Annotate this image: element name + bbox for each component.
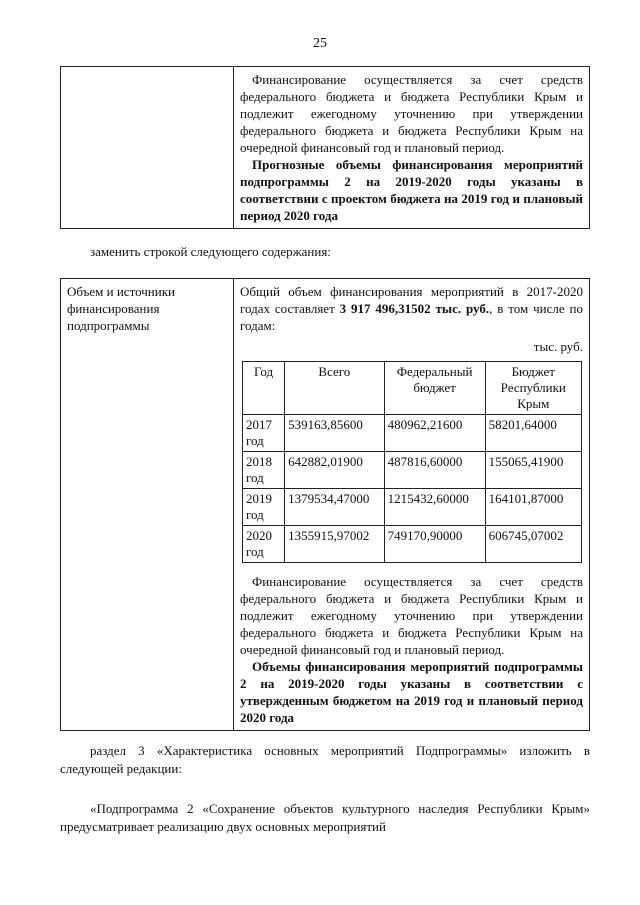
new-table-right-cell (234, 279, 590, 731)
new-table-left-cell (61, 279, 234, 731)
cell-year: 2019 год (243, 489, 285, 526)
cell-total: 539163,85600 (285, 415, 384, 452)
cell-total: 1355915,97002 (285, 526, 384, 563)
cell-crimea: 155065,41900 (485, 452, 581, 489)
funding-label: Объем и источники финансирования подпрограммы (67, 284, 175, 333)
cell-crimea: 58201,64000 (485, 415, 581, 452)
replace-instruction: заменить строкой следующего содержания: (90, 244, 331, 259)
top-table-right-cell (234, 67, 590, 229)
top-table (60, 66, 590, 229)
section-instruction: раздел 3 «Характеристика основных мероприятий Подпрограммы» изложить в следующей редакции: (60, 743, 590, 776)
top-forecast-paragraph: Прогнозные объемы финансирования мероприятий подпрограммы 2 на 2019-2020 годы указаны в соответствии с проектом бюджета на 2019 год и плановый период 2020 года (240, 157, 583, 223)
cell-federal: 487816,60000 (384, 452, 485, 489)
cell-federal: 1215432,60000 (384, 489, 485, 526)
table-row (243, 526, 582, 563)
intro-prefix: Общий объем финансирования мероприятий в 2017-2020 годах составляет (240, 284, 583, 316)
cell-year: 2018 год (243, 452, 285, 489)
cell-year: 2017 год (243, 415, 285, 452)
cell-total: 1379534,47000 (285, 489, 384, 526)
new-financing-paragraph: Финансирование осуществляется за счет средств федерального бюджета и бюджета Республики Крым и подлежит ежегодному уточнению при утверждении федерального бюджета и бюджета Республики Крым на очередной финансовый год и плановый период. (240, 574, 583, 657)
total-funding-paragraph (240, 283, 583, 334)
new-table (60, 278, 590, 731)
table-header-row (243, 362, 582, 415)
header-federal: Федеральный бюджет (384, 362, 485, 415)
header-year: Год (243, 362, 285, 415)
intro-suffix: , в том числе по годам: (240, 301, 583, 333)
intro-total: 3 917 496,31502 тыс. руб. (339, 301, 490, 316)
table-row (243, 489, 582, 526)
cell-federal: 749170,90000 (384, 526, 485, 563)
cell-total: 642882,01900 (285, 452, 384, 489)
cell-year: 2020 год (243, 526, 285, 563)
new-approved-paragraph: Объемы финансирования мероприятий подпрограммы 2 на 2019-2020 годы указаны в соответствии с утвержденным бюджетом на 2019 год и плановый период 2020 года (240, 659, 583, 725)
cell-crimea: 606745,07002 (485, 526, 581, 563)
unit-label: тыс. руб. (533, 339, 583, 354)
page-number: 25 (313, 36, 327, 51)
table-row (243, 452, 582, 489)
subprogram-paragraph: «Подпрограмма 2 «Сохранение объектов культурного наследия Республики Крым» предусматривает реализацию двух основных мероприятий (60, 801, 590, 834)
top-financing-paragraph: Финансирование осуществляется за счет средств федерального бюджета и бюджета Республики Крым и подлежит ежегодному уточнению при утверждении федерального бюджета и бюджета Республики Крым на очередной финансовый год и плановый период. (240, 72, 583, 155)
cell-federal: 480962,21600 (384, 415, 485, 452)
header-crimea: Бюджет Республики Крым (485, 362, 581, 415)
header-total: Всего (285, 362, 384, 415)
table-row (243, 415, 582, 452)
funding-by-year-table (242, 361, 582, 563)
top-table-left-cell (61, 67, 234, 229)
cell-crimea: 164101,87000 (485, 489, 581, 526)
